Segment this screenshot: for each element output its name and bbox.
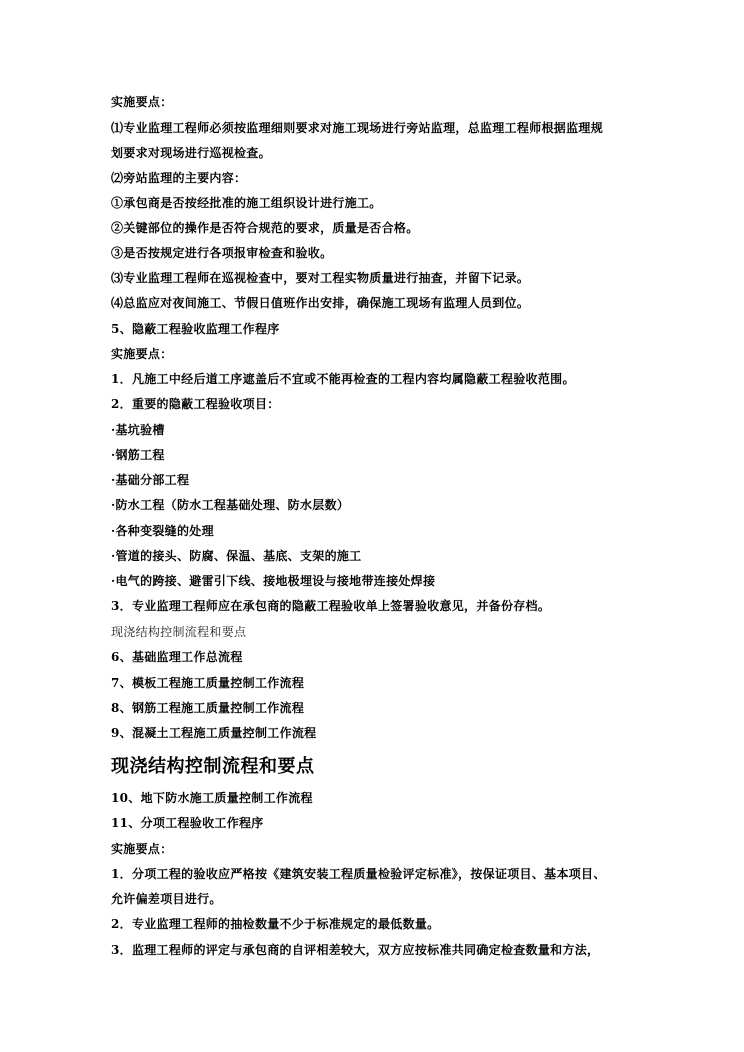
text-line: 实施要点： bbox=[111, 842, 173, 856]
text-line: ⑷总监应对夜间施工、节假日值班作出安排，确保施工现场有监理人员到位。 bbox=[111, 296, 530, 310]
text-line: 划要求对现场进行巡视检查。 bbox=[111, 146, 271, 160]
text-line: 3．监理工程师的评定与承包商的自评相差较大，双方应按标准共同确定检查数量和方法， bbox=[111, 943, 600, 957]
list-item: ·防水工程（防水工程基础处理、防水层数） bbox=[111, 498, 350, 512]
section-heading: 11、分项工程验收工作程序 bbox=[111, 816, 264, 830]
text-line: 3．专业监理工程师应在承包商的隐蔽工程验收单上签署验收意见，并备份存档。 bbox=[111, 599, 551, 613]
list-item: ·管道的接头、防腐、保温、基底、支架的施工 bbox=[111, 549, 362, 563]
section-heading: 9、混凝土工程施工质量控制工作流程 bbox=[111, 726, 317, 740]
section-heading: 7、模板工程施工质量控制工作流程 bbox=[111, 676, 305, 690]
subtitle-line: 现浇结构控制流程和要点 bbox=[111, 625, 247, 639]
text-line: 允许偏差项目进行。 bbox=[111, 892, 222, 906]
text-line: 2．专业监理工程师的抽检数量不少于标准规定的最低数量。 bbox=[111, 917, 440, 931]
section-heading: 10、地下防水施工质量控制工作流程 bbox=[111, 791, 313, 805]
text-line: 1．分项工程的验收应严格按《建筑安装工程质量检验评定标准》，按保证项目、基本项目、 bbox=[111, 867, 606, 881]
text-line: 实施要点： bbox=[111, 347, 173, 361]
list-item: ·钢筋工程 bbox=[111, 448, 165, 462]
text-line: ③是否按规定进行各项报审检查和验收。 bbox=[111, 246, 333, 260]
text-line: 实施要点： bbox=[111, 95, 173, 109]
text-line: ②关键部位的操作是否符合规范的要求，质量是否合格。 bbox=[111, 221, 419, 235]
text-line: ①承包商是否按经批准的施工组织设计进行施工。 bbox=[111, 196, 382, 210]
text-line: 1．凡施工中经后道工序遮盖后不宜或不能再检查的工程内容均属隐蔽工程验收范围。 bbox=[111, 372, 575, 386]
list-item: ·电气的跨接、避雷引下线、接地极埋设与接地带连接处焊接 bbox=[111, 574, 436, 588]
text-line: ⑵旁站监理的主要内容： bbox=[111, 171, 247, 185]
text-line: ⑴专业监理工程师必须按监理细则要求对施工现场进行旁站监理，总监理工程师根据监理规 bbox=[111, 121, 604, 135]
section-heading: 5、隐蔽工程验收监理工作程序 bbox=[111, 322, 280, 336]
list-item: ·基坑验槽 bbox=[111, 423, 165, 437]
list-item: ·各种变裂缝的处理 bbox=[111, 524, 214, 538]
text-line: ⑶专业监理工程师在巡视检查中，要对工程实物质量进行抽查，并留下记录。 bbox=[111, 271, 530, 285]
text-line: 2．重要的隐蔽工程验收项目： bbox=[111, 397, 280, 411]
section-heading: 6、基础监理工作总流程 bbox=[111, 650, 243, 664]
list-item: ·基础分部工程 bbox=[111, 473, 190, 487]
page-title: 现浇结构控制流程和要点 bbox=[111, 756, 315, 777]
section-heading: 8、钢筋工程施工质量控制工作流程 bbox=[111, 701, 305, 715]
